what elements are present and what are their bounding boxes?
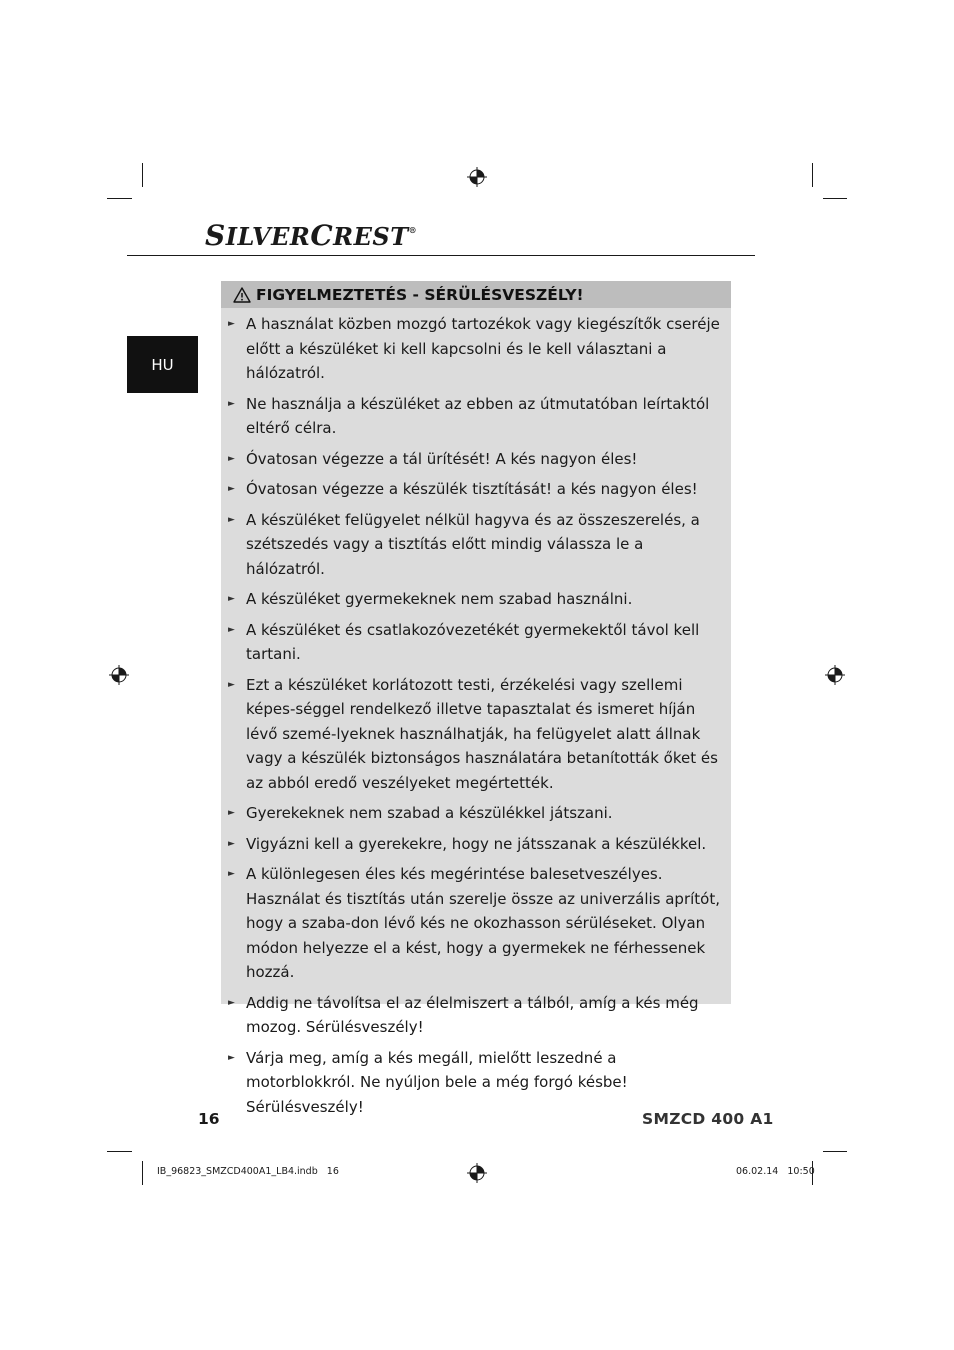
warning-item-text: Óvatosan végezze a készülék tisztítását! a kés nagyon éles!	[246, 480, 698, 498]
bullet-arrow-icon: ►	[228, 398, 235, 409]
bullet-arrow-icon: ►	[228, 869, 235, 879]
warning-item-text: Gyerekeknek nem szabad a készülékkel játszani.	[246, 804, 613, 822]
bullet-arrow-icon: ►	[228, 594, 235, 604]
warning-item	[228, 801, 723, 826]
warning-title-bar	[221, 281, 731, 308]
registration-mark-icon	[467, 167, 487, 187]
warning-item-text: Addig ne távolítsa el az élelmiszert a tálból, amíg a kés még mozog. Sérülésveszély!	[246, 993, 699, 1036]
bullet-arrow-icon: ►	[228, 319, 235, 329]
warning-item-text: Ezt a készüléket korlátozott testi, érzékelési vagy szellemi képes-séggel rendelkező illetve tapasztalat és ismeret híján lévő szemé-lyeknek használhatják, ha felügyelet alatt állnak vagy a készülék biztonságos használatára betanították őket és az abból eredő veszélyeket megértették.	[246, 675, 718, 792]
crop-mark	[823, 1151, 847, 1152]
crop-mark	[107, 198, 132, 199]
bullet-arrow-icon: ►	[228, 838, 235, 849]
page-number: 16	[198, 1110, 220, 1128]
warning-item	[228, 673, 723, 796]
warning-item	[228, 991, 723, 1040]
print-date: 06.02.14 10:50	[736, 1166, 815, 1177]
warning-item-text: A készüléket felügyelet nélkül hagyva és az összeszerelés, a szétszedés vagy a tisztítás előtt mindig válassza le a hálózatról.	[246, 510, 700, 578]
crop-mark	[107, 1151, 132, 1152]
warning-item	[228, 832, 723, 857]
warning-item-text: Óvatosan végezze a tál ürítését! A kés nagyon éles!	[246, 449, 638, 468]
warning-item-text: Várja meg, amíg a kés megáll, mielőtt leszedné a motorblokkról. Ne nyúljon bele a még forgó késbe! Sérülésveszély!	[246, 1048, 628, 1116]
warning-item-text: A készüléket és csatlakozóvezetékét gyermekektől távol kell tartani.	[246, 620, 700, 663]
registration-mark-icon	[109, 665, 129, 685]
bullet-arrow-icon: ►	[228, 997, 235, 1008]
bullet-arrow-icon: ►	[228, 1052, 235, 1063]
crop-mark	[823, 198, 847, 199]
header-rule	[127, 255, 755, 256]
warning-item	[228, 508, 723, 582]
bullet-arrow-icon: ►	[228, 514, 235, 525]
registration-mark-icon	[825, 665, 845, 685]
warning-item	[228, 447, 723, 472]
warning-item	[228, 392, 723, 441]
warning-item-text: Ne használja a készüléket az ebben az útmutatóban leírtaktól eltérő célra.	[246, 394, 710, 437]
bullet-arrow-icon: ►	[228, 453, 235, 464]
bullet-arrow-icon: ►	[228, 624, 235, 635]
warning-item-text: A különlegesen éles kés megérintése balesetveszélyes. Használat és tisztítás után szerelje össze az univerzális aprítót, hogy a szaba-don lévő kés ne okozhasson sérüléseket. Olyan módon helyezze el a kést, hogy a gyermekek ne férhessenek hozzá.	[246, 865, 720, 981]
crop-mark	[142, 1161, 143, 1185]
warning-item-text: A készüléket gyermekeknek nem szabad használni.	[246, 590, 633, 608]
warning-item	[228, 618, 723, 667]
warning-title: FIGYELMEZTETÉS - SÉRÜLÉSVESZÉLY!	[256, 285, 584, 304]
warning-list	[221, 308, 731, 1119]
warning-box	[221, 281, 731, 1116]
model-number: SMZCD 400 A1	[642, 1110, 774, 1128]
warning-triangle-icon	[233, 287, 251, 303]
warning-item-text: A használat közben mozgó tartozékok vagy kiegészítők cseréje előtt a készüléket ki kell kapcsolni és le kell választani a hálózatról.	[246, 315, 720, 382]
crop-mark	[142, 163, 143, 187]
crop-mark	[812, 163, 813, 187]
warning-item	[228, 1046, 723, 1120]
warning-item	[228, 587, 723, 612]
registration-mark-icon	[467, 1163, 487, 1183]
bullet-arrow-icon: ►	[228, 484, 235, 494]
warning-item	[228, 312, 723, 386]
trademark-symbol: ®	[408, 225, 418, 235]
warning-item	[228, 477, 723, 502]
language-tab: HU	[127, 336, 198, 393]
brand-logo: SILVERCREST®	[205, 219, 418, 252]
bullet-arrow-icon: ►	[228, 679, 235, 690]
warning-item	[228, 862, 723, 985]
bullet-arrow-icon: ►	[228, 808, 235, 818]
print-slug: IB_96823_SMZCD400A1_LB4.indb 16	[157, 1166, 339, 1177]
warning-item-text: Vigyázni kell a gyerekekre, hogy ne játsszanak a készülékkel.	[246, 834, 707, 853]
